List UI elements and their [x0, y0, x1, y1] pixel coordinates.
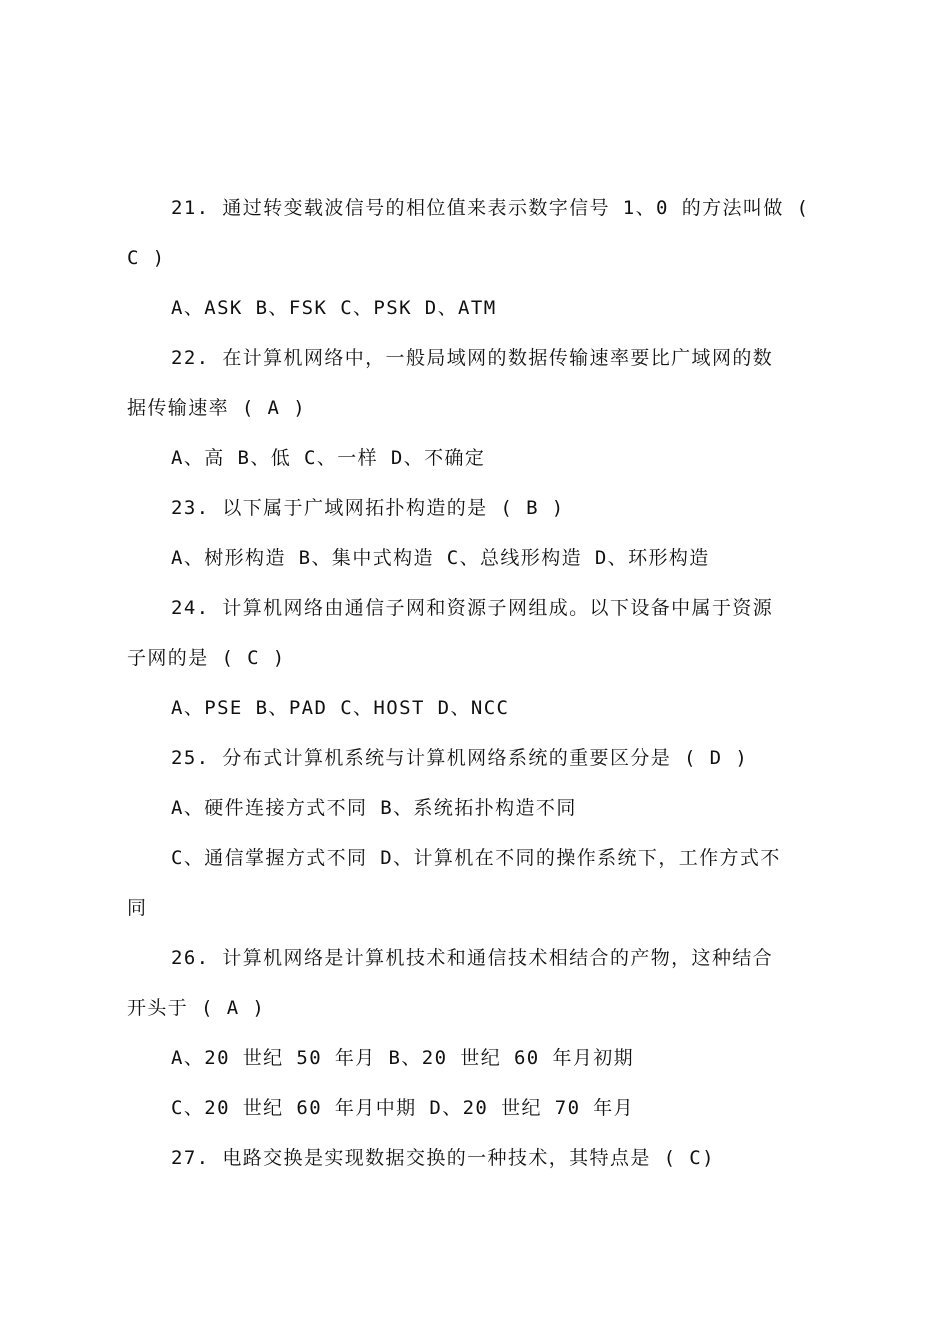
q26-stem: 26. 计算机网络是计算机技术和通信技术相结合的产物，这种结合	[171, 947, 774, 969]
q24-stem: 24. 计算机网络由通信子网和资源子网组成。以下设备中属于资源	[171, 597, 774, 619]
q23-options: A、树形构造 B、集中式构造 C、总线形构造 D、环形构造	[171, 547, 710, 569]
q25-options-line2-continued: 同	[127, 897, 148, 919]
q21-options: A、ASK B、FSK C、PSK D、ATM	[171, 297, 497, 319]
q26-stem-continued: 开头于 ( A )	[127, 997, 266, 1019]
q22-options: A、高 B、低 C、一样 D、不确定	[171, 447, 486, 469]
q22-stem: 22. 在计算机网络中，一般局域网的数据传输速率要比广域网的数	[171, 347, 774, 369]
q26-options-line1: A、20 世纪 50 年月 B、20 世纪 60 年月初期	[171, 1047, 635, 1069]
q24-options: A、PSE B、PAD C、HOST D、NCC	[171, 697, 510, 719]
q25-stem: 25. 分布式计算机系统与计算机网络系统的重要区分是 ( D )	[171, 747, 749, 769]
question-list	[127, 183, 831, 1183]
q25-options-line1: A、硬件连接方式不同 B、系统拓扑构造不同	[171, 797, 577, 819]
q25-options-line2: C、通信掌握方式不同 D、计算机在不同的操作系统下，工作方式不	[171, 847, 781, 869]
q21-answer: C )	[127, 247, 166, 269]
q21-stem: 21. 通过转变载波信号的相位值来表示数字信号 1、0 的方法叫做 (	[171, 197, 810, 219]
q22-stem-continued: 据传输速率 ( A )	[127, 397, 307, 419]
q26-options-line2: C、20 世纪 60 年月中期 D、20 世纪 70 年月	[171, 1097, 635, 1119]
q23-stem: 23. 以下属于广域网拓扑构造的是 ( B )	[171, 497, 565, 519]
q24-stem-continued: 子网的是 ( C )	[127, 647, 286, 669]
q27-stem: 27. 电路交换是实现数据交换的一种技术，其特点是 ( C)	[171, 1147, 715, 1169]
